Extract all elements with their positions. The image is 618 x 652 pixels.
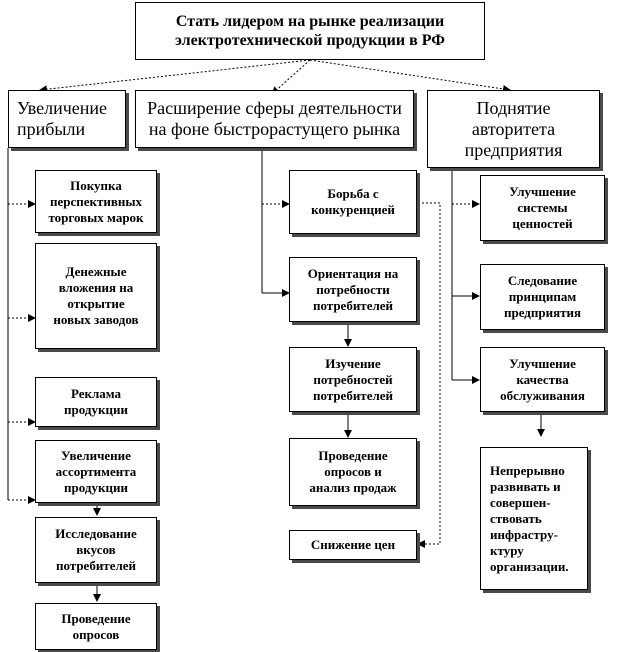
goal-box: Стать лидером на рынке реализации электротехнической продукции в РФ <box>135 2 485 60</box>
branch-profit: Увеличение прибыли <box>8 90 126 148</box>
authority-item-infrastructure: Непрерывно развивать и совершен- ствовать инфрастру- ктуру организации. <box>480 447 588 590</box>
profit-item-assortment: Увеличение ассортимента продукции <box>35 440 157 503</box>
expansion-item-needs-study: Изучение потребностей потребителей <box>289 347 417 412</box>
goal-to-profit-arrow <box>40 60 310 90</box>
profit-item-advertising: Реклама продукции <box>35 377 157 427</box>
expansion-item-competition: Борьба с конкуренцией <box>289 170 417 234</box>
profit-item-tastes: Исследование вкусов потребителей <box>35 517 157 583</box>
authority-item-principles: Следование принципам предприятия <box>480 264 605 330</box>
profit-item-factories: Денежные вложения на открытие новых заводов <box>35 243 157 349</box>
authority-item-service: Улучшение качества обслуживания <box>480 347 605 412</box>
competition-to-prices-line <box>418 203 440 544</box>
authority-item-values: Улучшение системы ценностей <box>480 175 605 241</box>
expansion-item-orientation: Ориентация на потребности потребителей <box>289 257 417 322</box>
expansion-item-price-cut: Снижение цен <box>289 530 417 560</box>
profit-item-brands: Покупка перспективных торговых марок <box>35 170 157 233</box>
profit-item-surveys: Проведение опросов <box>35 603 157 650</box>
goal-to-authority-arrow <box>310 60 510 90</box>
branch-authority: Поднятие авторитета предприятия <box>427 90 600 168</box>
branch-expansion: Расширение сферы деятельности на фоне быстрорастущего рынка <box>135 90 414 148</box>
expansion-item-sales-analysis: Проведение опросов и анализ продаж <box>289 438 417 506</box>
goal-to-expansion-arrow <box>272 60 310 94</box>
